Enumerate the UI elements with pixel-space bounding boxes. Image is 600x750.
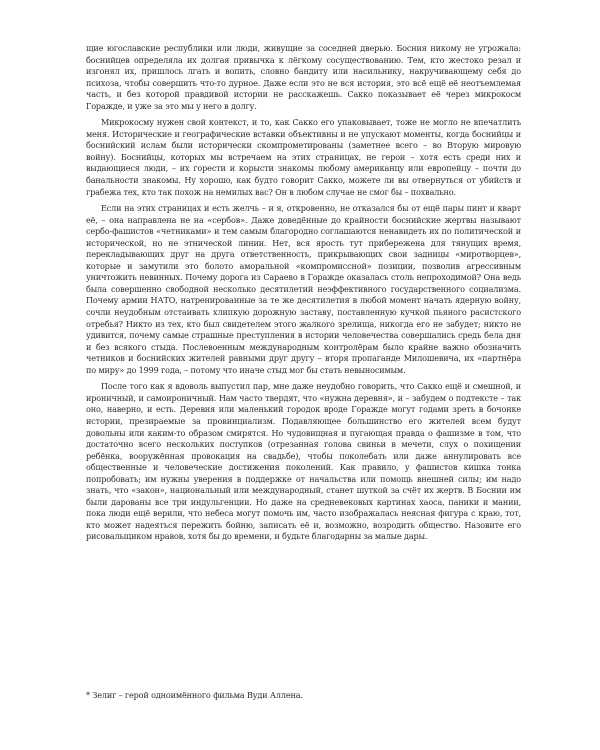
paragraph: щие югославские республики или люди, живущие за соседней дверью. Босния никому не угрожала: боснийцев определяла их долгая привычка к лёгкому сосуществованию. Тем, кто жестоко резал и изгонял их, пришлось лгать и вопить, словно бандиту или насильнику, накручивающему себя до психоза, чтобы совершить что-то дурное. Даже если это не вся история, это всё ещё её неотъемлемая часть, и без которой правдивой истории не расскажешь. Сакко показывает её через микрокосм Горажде, и уже за это мы у него в долгу. xyxy=(86,43,521,111)
footnote: * Зелиг – герой одноимённого фильма Вуди Аллена. xyxy=(86,690,303,700)
body-text xyxy=(86,43,521,543)
paragraph: Микрокосму нужен свой контекст, и то, как Сакко его упаковывает, тоже не могло не впечатлить меня. Исторические и географические вставки объективны и не упускают моменты, когда боснийцы и боснийский ислам были исторически скомпрометированы (заметнее всего – во Вторую мировую войну). Боснийцы, которых мы встречаем на этих страницах, не герои – хотя есть среди них и выдающиеся люди, – их горести и корысти знакомы любому американцу или европейцу – почти до банальности знакомы. Ну хорошо, как будто говорит Сакко, можете ли вы отвернуться от убийств и грабежа тех, кто так похож на немилых вас? Он в любом случае не смог бы – похвально. xyxy=(86,117,521,197)
paragraph: Если на этих страницах и есть желчь – и я, откровенно, не отказался бы от ещё пары пинт и кварт её, – она направлена не на «сербов». Даже доведённые до крайности боснийские жертвы называют сербо-фашистов «четниками» и тем самым благородно соглашаются ненавидеть их по политической и исторической, но не этнической линии. Нет, вся ярость тут прибережена для тянущих время, перекладывающих друг на друга ответственность, прикрывающих свои задницы «миротворцев», которые и замутили это болото аморальной «компромиссной» позиции, позволив агрессивным уничтожить невинных. Почему дорога из Сараево в Горажде оказалась столь непроходимой? Она ведь была совершенно свободной несколько десятилетий неэффективного государственного социализма. Почему армии НАТО, натренированные за те же десятилетия в любой момент начать ядерную войну, сочли неудобным отстаивать хлипкую дорожную заставу, поставленную кучкой пьяного расистского отребья? Никто из тех, кто был свидетелем этого жалкого зрелища, никогда его не забудет; никто не удивится, почему самые страшные преступления в истории человечества совершались средь бела дня и без всякого стыда. Послевоенным международным контролёрам было крайне важно обозначить четников и боснийских жителей равными друг другу – вторя пропаганде Милошевича, их «партнёра по миру» до 1999 года, – потому что иначе стыд мог бы стать невыносимым. xyxy=(86,203,521,375)
paragraph: После того как я вдоволь выпустил пар, мне даже неудобно говорить, что Сакко ещё и смешной, и ироничный, и самоироничный. Нам часто твердят, что «нужна деревня», и – забудем о подтексте – так оно, наверно, и есть. Деревня или маленький городок вроде Горажде могут годами зреть в бочонке истории, презираемые за провинциализм. Подавляющее большинство его жителей всем будут довольны или каким-то образом смирятся. Но чудовищная и пугающая правда о фашизме в том, что достаточно всего нескольких поступков (отрезанная голова свиньи в мечети, слух о похищении ребёнка, вооружённая провокация на свадьбе), чтобы поколебать или даже аннулировать все общественные и человеческие достижения поколений. Как правило, у фашистов кишка тонка попробовать; им нужны уверения в поддержке от начальства или помощь внешней силы; им надо знать, что «закон», национальный или международный, станет шуткой за счёт их жертв. В Боснии им были дарованы все три индульгенции. Но даже на средневековых картинах хаоса, паники и мании, пока люди ещё верили, что небеса могут помочь им, часто изображалась неясная фигура с краю, тот, кто может надеяться пережить бойню, записать её и, возможно, возродить общество. Назовите его рисовальщиком нравов, хотя бы до времени, и будьте благодарны за малые дары. xyxy=(86,381,521,542)
